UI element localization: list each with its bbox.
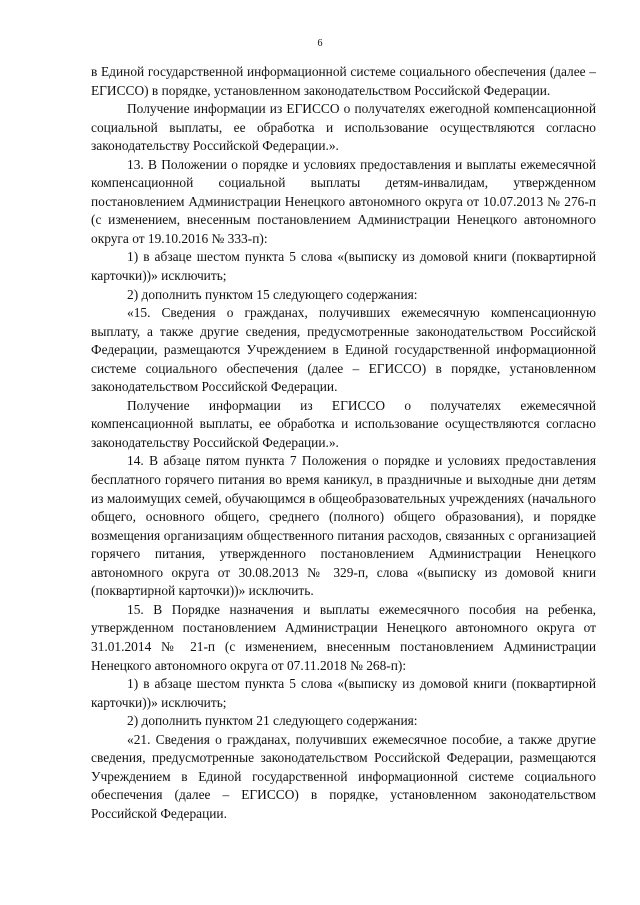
paragraph: в Единой государственной информационной системе социального обеспечения (далее – ЕГИССО) в порядке, установленном законодательством Российской Федерации.	[91, 64, 596, 98]
paragraph: 1) в абзаце шестом пункта 5 слова «(выписку из домовой книги (поквартирной карточки))» исключить;	[91, 249, 596, 284]
paragraph: 1) в абзаце шестом пункта 5 слова «(выписку из домовой книги (поквартирной карточки))» исключить;	[91, 676, 596, 710]
paragraph: Получение информации из ЕГИССО о получателях ежемесячной компенсационной выплаты, ее обработка и использование осуществляются согласно законодательству Российской Федерации.».	[91, 397, 596, 450]
paragraph: «21. Сведения о гражданах, получивших ежемесячное пособие, а также другие сведения, предусмотренные законодательством Российской Федерации, размещаются Учреждением в Единой государственной информационной системе социального обеспечения (далее – ЕГИССО) в порядке, установленном законодательством Российской Федерации.	[91, 731, 596, 821]
document-body	[91, 63, 596, 823]
page-number: 6	[317, 38, 323, 49]
paragraph: Получение информации из ЕГИССО о получателях ежегодной компенсационной социальной выплаты, ее обработка и использование осуществляются согласно законодательству Российской Федерации.».	[91, 101, 596, 154]
paragraph: 2) дополнить пунктом 15 следующего содержания:	[127, 286, 418, 302]
paragraph: 2) дополнить пунктом 21 следующего содержания:	[127, 713, 418, 729]
paragraph: 14. В абзаце пятом пункта 7 Положения о порядке и условиях предоставления бесплатного горячего питания во время каникул, в праздничные и выходные дни детям из малоимущих семей, обучающимся в общеобразовательных учреждениях (начального общего, основного общего, среднего (полного) общего образования), и порядке возмещения организациям общественного питания расходов, связанных с организацией горячего питания, утвержденного постановлением Администрации Ненецкого автономного округа от 30.08.2013 № 329-п, слова «(выписку из домовой книги (поквартирной карточки))» исключить.	[91, 453, 596, 599]
paragraph: 15. В Порядке назначения и выплаты ежемесячного пособия на ребенка, утвержденном постановлением Администрации Ненецкого автономного округа от 31.01.2014 № 21-п (с изменением, внесенным постановлением Администрации Ненецкого автономного округа от 07.11.2018 № 268-п):	[91, 601, 596, 673]
paragraph: «15. Сведения о гражданах, получивших ежемесячную компенсационную выплату, а также другие сведения, предусмотренные законодательством Российской Федерации, размещаются Учреждением в Единой государственной информационной системе социального обеспечения (далее – ЕГИССО) в порядке, установленном законодательством Российской Федерации.	[91, 305, 596, 395]
paragraph: 13. В Положении о порядке и условиях предоставления и выплаты ежемесячной компенсационной социальной выплаты детям-инвалидам, утвержденном постановлением Администрации Ненецкого автономного округа от 10.07.2013 № 276-п (с изменением, внесенным постановлением Администрации Ненецкого автономного округа от 19.10.2016 № 333-п):	[91, 156, 596, 246]
